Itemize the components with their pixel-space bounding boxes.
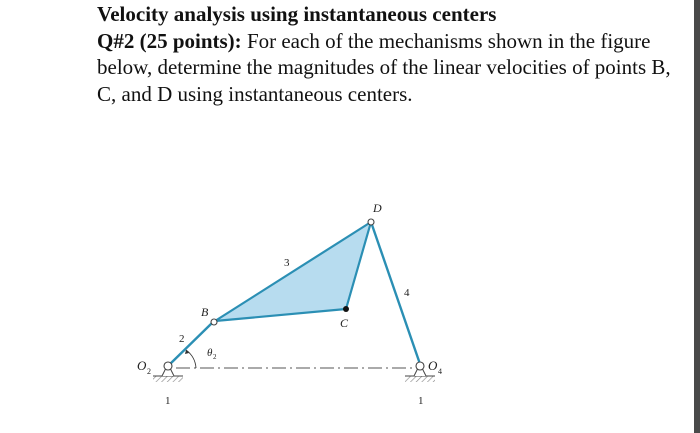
label-point-b: B xyxy=(201,305,209,319)
joint-o4 xyxy=(416,362,424,370)
label-link-3: 3 xyxy=(284,257,290,269)
question-heading: Velocity analysis using instantaneous centers xyxy=(97,2,497,26)
label-link-4: 4 xyxy=(404,287,410,299)
question-label: Q#2 (25 points): xyxy=(97,28,242,53)
joint-o2 xyxy=(164,362,172,370)
crank-link xyxy=(168,323,212,366)
label-theta-sub: 2 xyxy=(213,353,217,361)
label-link-2: 2 xyxy=(179,333,185,345)
joint-d xyxy=(368,219,374,225)
label-theta: θ xyxy=(207,347,213,359)
label-o2: O xyxy=(137,358,147,373)
rocker-link xyxy=(371,222,420,364)
joint-b xyxy=(211,319,217,325)
label-point-c: C xyxy=(340,316,349,330)
label-link-1-left: 1 xyxy=(165,395,171,407)
label-o2-sub: 2 xyxy=(147,367,151,376)
label-link-1-right: 1 xyxy=(418,395,424,407)
question-body: For each of the mechanisms shown in the figure below, determine the magnitudes of the linear velocities of points B, C, and D using instantaneous centers. xyxy=(97,28,671,106)
label-o4-sub: 4 xyxy=(438,367,442,376)
label-point-d: D xyxy=(373,201,382,215)
label-o4: O xyxy=(428,358,438,373)
coupler-link xyxy=(215,222,371,321)
joint-c xyxy=(343,306,349,312)
